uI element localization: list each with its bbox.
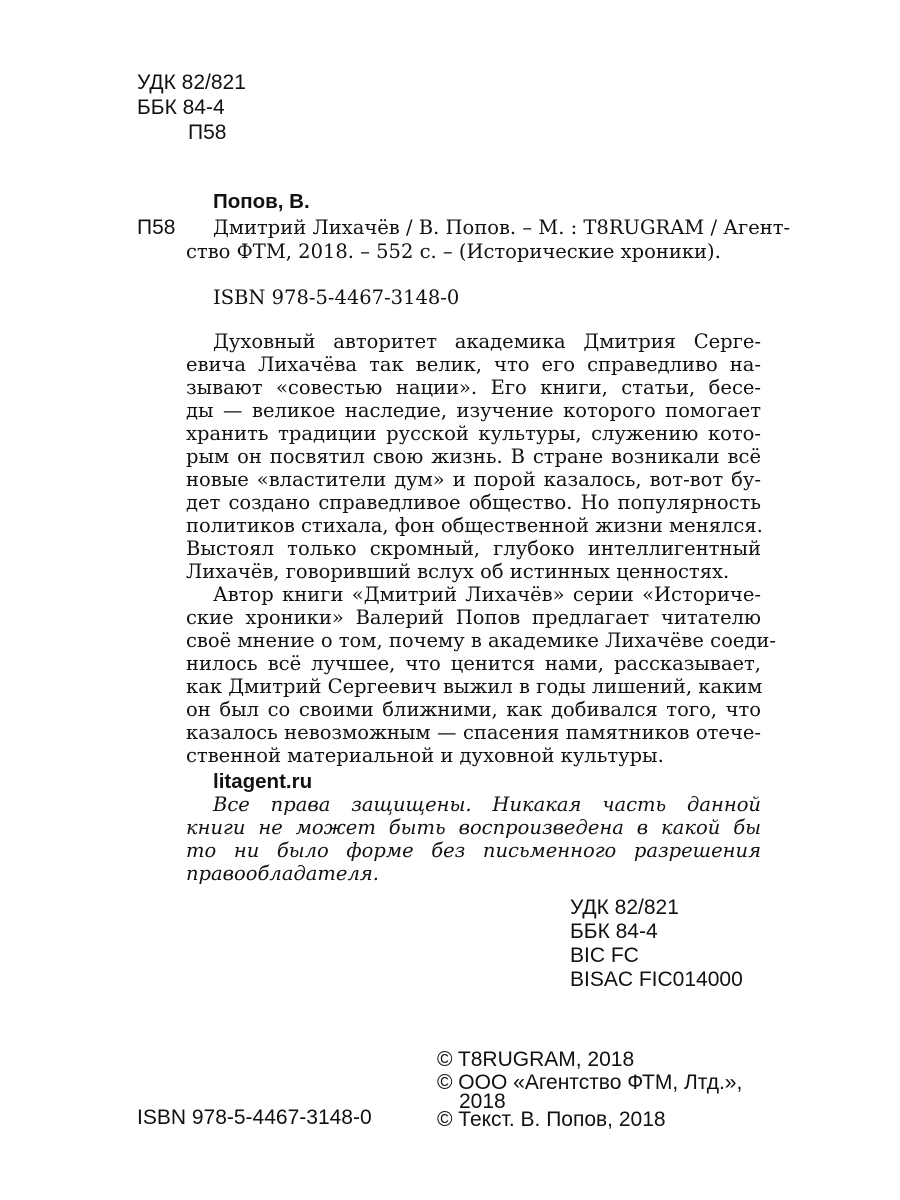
entry-isbn: ISBN 978-5-4467-3148-0 (213, 286, 460, 309)
p1-line: евича Лихачёва так велик, что его справедливо на- (186, 353, 761, 376)
rights-notice (186, 793, 761, 885)
copyright-text: © Текст. В. Попов, 2018 (437, 1108, 666, 1131)
rights-line: то ни было форме без письменного разрешения (186, 839, 761, 862)
top-udk: УДК 82/821 (137, 71, 246, 94)
p1-line: Лихачёв, говоривший вслух об истинных ценностях. (186, 560, 730, 583)
entry-bib-text-1: Дмитрий Лихачёв / В. Попов. – М. : T8RUGRAM / Агент- (213, 216, 791, 239)
top-author-mark: П58 (188, 121, 227, 144)
p1-line: политиков стихала, фон общественной жизни менялся. (186, 514, 763, 537)
rights-line: книги не может быть воспроизведена в какой бы (186, 816, 761, 839)
class-bbk: ББК 84-4 (570, 920, 658, 943)
rights-line: Все права защищены. Никакая часть данной (213, 793, 761, 816)
annotation-paragraph-1 (186, 330, 761, 583)
class-udk: УДК 82/821 (570, 896, 679, 919)
p2-line: он был со своими ближними, как добивался того, что (186, 698, 761, 721)
annotation-paragraph-2 (186, 583, 776, 767)
p1-line: хранить традиции русской культуры, служению кото- (186, 422, 761, 445)
copyright-t8rugram: © T8RUGRAM, 2018 (437, 1048, 635, 1071)
p1-line: Выстоял только скромный, глубоко интеллигентный (186, 537, 761, 560)
p1-line: дет создано справедливое общество. Но популярность (186, 491, 761, 514)
p1-line: зывают «совестью нации». Его книги, статьи, бесе- (186, 376, 761, 399)
copyright-agency: © ООО «Агентство ФТМ, Лтд.», (437, 1071, 743, 1094)
entry-bib-line-1 (213, 216, 791, 240)
p2-line: казалось невозможным — спасения памятников отече- (186, 721, 761, 744)
p2-line: как Дмитрий Сергеевич выжил в годы лишений, каким (186, 675, 763, 698)
entry-mark: П58 (137, 216, 176, 239)
p1-line: рым он посвятил свою жизнь. В стране возникали всё (186, 445, 761, 468)
p2-line: ские хроники» Валерий Попов предлагает читателю (186, 606, 761, 629)
litagent-site: litagent.ru (213, 770, 313, 793)
p2-line: Автор книги «Дмитрий Лихачёв» серии «Историче- (213, 583, 761, 606)
class-bic: BIC FC (570, 944, 639, 967)
copyright-agency-year: 2018 (459, 1090, 506, 1113)
p2-line: нилось всё лучшее, что ценится нами, рассказывает, (186, 652, 761, 675)
top-bbk: ББК 84-4 (137, 96, 225, 119)
p1-line: Духовный авторитет академика Дмитрия Серге- (213, 330, 761, 353)
p2-line: своё мнение о том, почему в академике Лихачёве соеди- (186, 629, 776, 652)
class-bisac: BISAC FIC014000 (570, 968, 743, 991)
p1-line: новые «властители дум» и порой казалось, вот-вот бу- (186, 468, 761, 491)
p1-line: ды — великое наследие, изучение которого помогает (186, 399, 761, 422)
entry-author: Попов, В. (213, 190, 310, 213)
bottom-isbn: ISBN 978-5-4467-3148-0 (137, 1106, 372, 1129)
rights-line: правообладателя. (186, 862, 379, 885)
p2-line: ственной материальной и духовной культуры. (186, 744, 664, 767)
entry-bib-line-2: ство ФТМ, 2018. – 552 с. – (Исторические хроники). (186, 240, 721, 263)
